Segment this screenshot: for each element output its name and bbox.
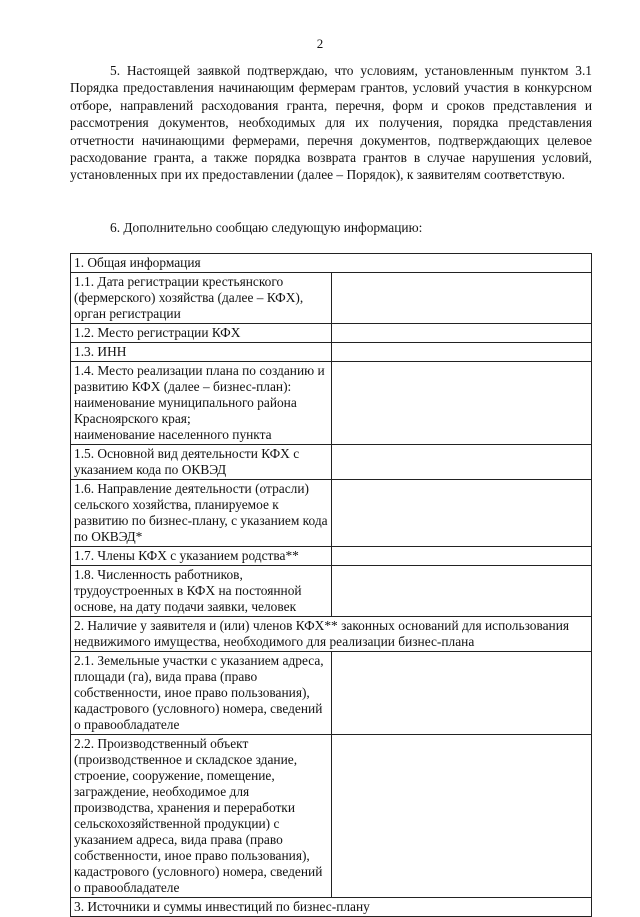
table-row <box>71 566 592 617</box>
paragraph-5: 5. Настоящей заявкой подтверждаю, что условиям, установленным пунктом 3.1 Порядка предоставления начинающим фермерам грантов, условий участия в конкурсном отборе, направлений расходования гранта, перечня, форм и сроков представления и рассмотрения документов, необходимых для их получения, порядка представления отчетности начинающими фермерами, перечня документов, подтверждающих целевое расходование гранта, а также порядка возврата грантов в случае нарушения условий, установленных при их предоставлении (далее – Порядок), к заявителям соответствую. <box>70 63 592 183</box>
value-cell-2-2[interactable] <box>331 735 592 898</box>
table-row <box>71 324 592 343</box>
table-row <box>71 617 592 652</box>
paragraph-6: 6. Дополнительно сообщаю следующую информацию: <box>110 220 423 235</box>
table-row <box>71 480 592 547</box>
row-label-1-2: 1.2. Место регистрации КФХ <box>71 324 332 343</box>
row-label-1-4-line-a: 1.4. Место реализации плана по созданию и развитию КФХ (далее – бизнес-план): <box>74 363 325 394</box>
table-row <box>71 343 592 362</box>
info-table <box>70 253 592 917</box>
value-cell-1-4[interactable] <box>331 362 592 445</box>
value-cell-1-2[interactable] <box>331 324 592 343</box>
section-general-info: 1. Общая информация <box>71 254 592 273</box>
table-row <box>71 254 592 273</box>
row-label-1-8: 1.8. Численность работников, трудоустроенных в КФХ на постоянной основе, на дату подачи заявки, человек <box>71 566 332 617</box>
row-label-1-4-line-c: наименование населенного пункта <box>74 427 272 442</box>
page-number: 2 <box>316 36 324 51</box>
row-label-1-4-line-b: наименование муниципального района Красноярского края; <box>74 395 297 426</box>
table-row <box>71 547 592 566</box>
table-row <box>71 898 592 917</box>
value-cell-1-5[interactable] <box>331 445 592 480</box>
row-label-1-6: 1.6. Направление деятельности (отрасли) сельского хозяйства, планируемое к развитию по бизнес-плану, с указанием кода по ОКВЭД* <box>71 480 332 547</box>
value-cell-1-8[interactable] <box>331 566 592 617</box>
table-row <box>71 445 592 480</box>
row-label-2-1: 2.1. Земельные участки с указанием адреса, площади (га), вида права (право собственности, иное право пользования), кадастрового (условного) номера, сведений о правообладателе <box>71 652 332 735</box>
table-row <box>71 735 592 898</box>
value-cell-1-3[interactable] <box>331 343 592 362</box>
table-row <box>71 652 592 735</box>
section-legal-grounds: 2. Наличие у заявителя и (или) членов КФХ** законных оснований для использования недвижимого имущества, необходимого для реализации бизнес-плана <box>71 617 592 652</box>
section-investment-sources: 3. Источники и суммы инвестиций по бизнес-плану <box>71 898 592 917</box>
row-label-1-7: 1.7. Члены КФХ с указанием родства** <box>71 547 332 566</box>
table-row <box>71 273 592 324</box>
row-label-1-5: 1.5. Основной вид деятельности КФХ с указанием кода по ОКВЭД <box>71 445 332 480</box>
value-cell-2-1[interactable] <box>331 652 592 735</box>
value-cell-1-7[interactable] <box>331 547 592 566</box>
value-cell-1-1[interactable] <box>331 273 592 324</box>
value-cell-1-6[interactable] <box>331 480 592 547</box>
row-label-1-3: 1.3. ИНН <box>71 343 332 362</box>
row-label-1-4 <box>71 362 332 445</box>
table-row <box>71 362 592 445</box>
row-label-1-1: 1.1. Дата регистрации крестьянского (фермерского) хозяйства (далее – КФХ), орган регистрации <box>71 273 332 324</box>
row-label-2-2: 2.2. Производственный объект (производственное и складское здание, строение, сооружение, помещение, заграждение, необходимое для производства, хранения и переработки сельскохозяйственной продукции) с указанием адреса, вида права (право собственности, иное право пользования), кадастрового (условного) номера, сведений о правообладателе <box>71 735 332 898</box>
